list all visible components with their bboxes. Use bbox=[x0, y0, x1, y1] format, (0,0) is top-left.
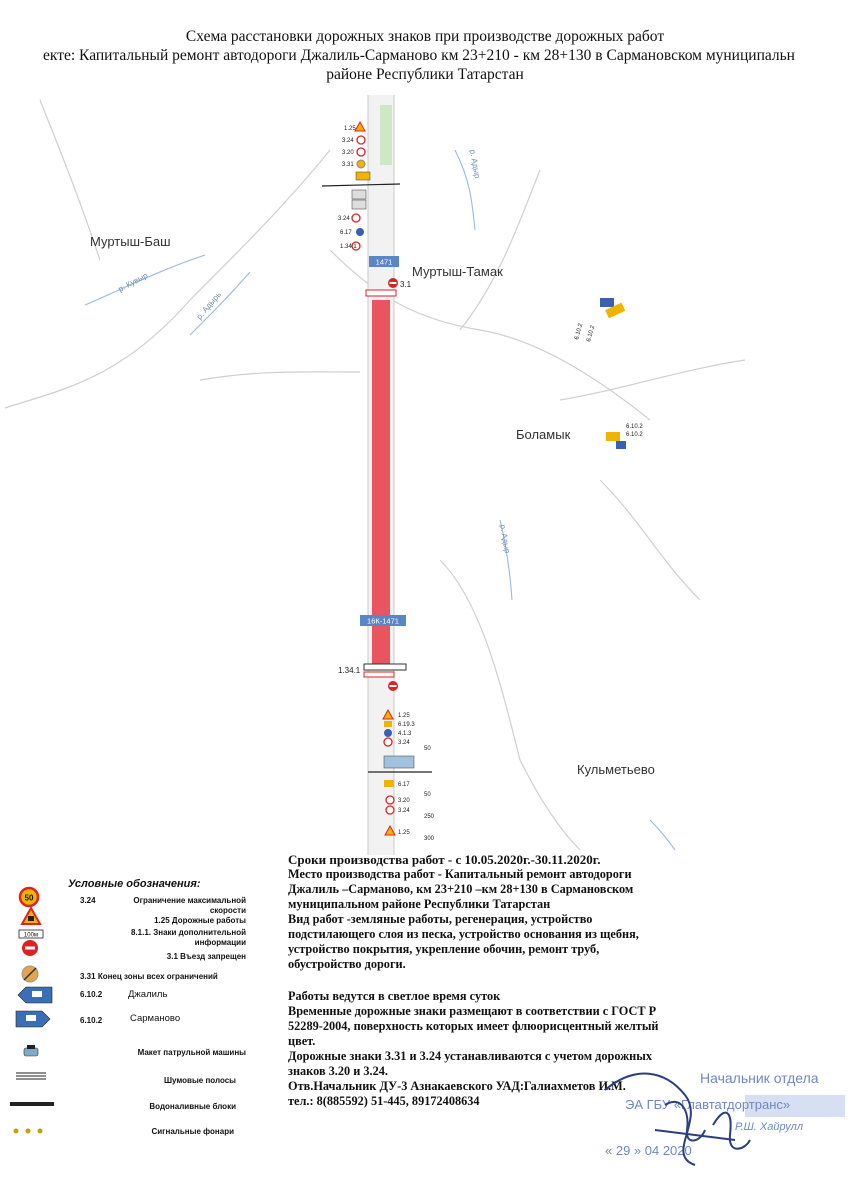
river-label-1: р. Кувыр bbox=[116, 270, 150, 294]
legend-text-jalil: Джалиль bbox=[128, 989, 168, 1000]
svg-text:300: 300 bbox=[424, 836, 435, 842]
place-bolamyk: Боламык bbox=[516, 427, 571, 442]
river-label-4: р. Адыр bbox=[498, 523, 512, 555]
no-entry-icon bbox=[20, 938, 40, 963]
legend-text-noise: Шумовые полосы bbox=[163, 1076, 236, 1085]
svg-text:1.25: 1.25 bbox=[398, 713, 410, 719]
info-line: обустройство дороги. bbox=[288, 957, 406, 971]
info-line: 52289-2004, поверхность которых имеет флюорисцентный желтый bbox=[288, 1019, 659, 1033]
legend-text-roadworks: 1.25 Дорожные работы bbox=[154, 916, 246, 925]
document-title-line3: районе Республики Татарстан bbox=[326, 66, 524, 83]
svg-text:Начальник отдела: Начальник отдела bbox=[700, 1070, 819, 1086]
svg-text:6.10.2: 6.10.2 bbox=[626, 432, 643, 438]
side-road-signs-top bbox=[574, 298, 625, 343]
svg-text:6.17: 6.17 bbox=[398, 782, 410, 788]
legend-text-speed: Ограничение максимальной скорости bbox=[133, 896, 246, 915]
legend-code-speed: 3.24 bbox=[80, 896, 96, 905]
signal-lamps-icon bbox=[12, 1122, 52, 1140]
svg-text:4.1.3: 4.1.3 bbox=[398, 731, 412, 737]
info-line: тел.: 8(885592) 51-445, 89172408634 bbox=[288, 1094, 480, 1108]
info-line: Дорожные знаки 3.31 и 3.24 устанавливаются с учетом дорожных bbox=[288, 1049, 652, 1063]
svg-text:Р.Ш. Хайрулл: Р.Ш. Хайрулл bbox=[735, 1121, 804, 1133]
approval-stamp bbox=[595, 1045, 845, 1185]
svg-text:3.20: 3.20 bbox=[398, 798, 410, 804]
document-title-line1: Схема расстановки дорожных знаков при производстве дорожных работ bbox=[185, 28, 665, 45]
svg-text:1.34.1: 1.34.1 bbox=[338, 666, 361, 675]
legend bbox=[8, 872, 248, 1142]
legend-text-end: 3.31 Конец зоны всех ограничений bbox=[80, 972, 218, 981]
document-title-line2: екте: Капитальный ремонт автодороги Джалиль-Сарманово км 23+210 - км 28+130 в Сармановском муниципальн bbox=[43, 47, 795, 64]
info-line: Место производства работ - Капитальный ремонт автодороги bbox=[288, 867, 632, 881]
svg-text:50: 50 bbox=[424, 792, 431, 798]
info-line: цвет. bbox=[288, 1034, 316, 1048]
svg-text:3.24: 3.24 bbox=[342, 138, 354, 144]
legend-header: Условные обозначения: bbox=[68, 878, 201, 890]
svg-text:1471: 1471 bbox=[375, 257, 393, 267]
svg-text:50: 50 bbox=[24, 893, 34, 903]
svg-text:6.10.2: 6.10.2 bbox=[586, 324, 597, 343]
legend-code-sarmanovo: 6.10.2 bbox=[80, 1016, 103, 1025]
river-label-3: р. Адыр bbox=[468, 148, 482, 180]
noise-strips-icon bbox=[16, 1068, 46, 1086]
legend-text-water: Водоналивные блоки bbox=[149, 1102, 236, 1111]
info-line: муниципальном районе Республики Татарстан bbox=[288, 897, 551, 911]
info-line: Временные дорожные знаки размещают в соответствии с ГОСТ Р bbox=[288, 1004, 657, 1018]
svg-text:3.31: 3.31 bbox=[342, 162, 354, 168]
svg-text:16К-1471: 16К-1471 bbox=[367, 616, 399, 626]
info-line: Отв.Начальник ДУ-3 Азнакаевского УАД:Галиахметов И.М. bbox=[288, 1079, 626, 1093]
svg-text:3.24: 3.24 bbox=[338, 216, 350, 222]
svg-text:3.24: 3.24 bbox=[398, 808, 410, 814]
svg-text:50: 50 bbox=[424, 746, 431, 752]
info-line: Джалиль –Сарманово, км 23+210 –км 28+130 в Сармановском bbox=[288, 882, 634, 896]
info-line: Сроки производства работ - с 10.05.2020г.-30.11.2020г. bbox=[288, 852, 601, 867]
legend-code-jalil: 6.10.2 bbox=[80, 990, 103, 999]
place-kulmetyevo: Кульметьево bbox=[577, 762, 655, 777]
svg-text:1.34.1: 1.34.1 bbox=[340, 244, 357, 250]
legend-text-sarmanovo: Сарманово bbox=[130, 1013, 181, 1024]
svg-text:6.19.3: 6.19.3 bbox=[398, 722, 415, 728]
svg-text:250: 250 bbox=[424, 814, 435, 820]
info-line: подстилающего слоя из песка, устройство основания из щебня, bbox=[288, 927, 639, 941]
direction-sign-icon bbox=[14, 986, 54, 1009]
svg-text:« 29 » 04 2020: « 29 » 04 2020 bbox=[605, 1143, 692, 1158]
work-section bbox=[372, 300, 390, 668]
svg-text:ЭА ГБУ «Главтатдортранс»: ЭА ГБУ «Главтатдортранс» bbox=[625, 1097, 791, 1112]
side-road-signs-mid bbox=[606, 424, 643, 449]
svg-text:3.20: 3.20 bbox=[342, 150, 354, 156]
road-map bbox=[0, 95, 850, 855]
water-blocks-icon bbox=[10, 1094, 54, 1112]
info-line: знаков 3.20 и 3.24. bbox=[288, 1064, 389, 1078]
svg-text:6.10.2: 6.10.2 bbox=[626, 424, 643, 430]
river-label-2: р. Адырь bbox=[194, 290, 223, 322]
svg-text:1.25: 1.25 bbox=[344, 126, 356, 132]
info-line: устройство покрытия, укрепление обочин, ремонт труб, bbox=[288, 942, 600, 956]
info-line: Вид работ -земляные работы, регенерация, устройство bbox=[288, 912, 593, 926]
svg-text:100м: 100м bbox=[23, 932, 39, 939]
legend-text-lamps: Сигнальные фонари bbox=[151, 1127, 234, 1136]
road-badge-bottom bbox=[360, 615, 406, 626]
place-murtysh-tamak: Муртыш-Тамак bbox=[412, 264, 503, 279]
svg-text:3.24: 3.24 bbox=[398, 740, 410, 746]
patrol-car-icon bbox=[22, 1044, 40, 1063]
svg-text:6.17: 6.17 bbox=[340, 230, 352, 236]
svg-text:6.10.2: 6.10.2 bbox=[574, 322, 585, 341]
road-badge-top bbox=[369, 256, 399, 267]
svg-text:3.1: 3.1 bbox=[400, 280, 412, 289]
place-murtysh-bash: Муртыш-Баш bbox=[90, 234, 171, 249]
forest-strip bbox=[380, 105, 392, 165]
legend-text-info: 8.1.1. Знаки дополнительной информации bbox=[130, 928, 246, 947]
direction-sign-icon bbox=[14, 1010, 54, 1033]
legend-text-noentry: 3.1 Въезд запрещен bbox=[166, 952, 246, 961]
legend-text-patrol: Макет патрульной машины bbox=[137, 1048, 246, 1057]
info-line: Работы ведутся в светлое время суток bbox=[288, 989, 501, 1003]
svg-text:1.25: 1.25 bbox=[398, 830, 410, 836]
